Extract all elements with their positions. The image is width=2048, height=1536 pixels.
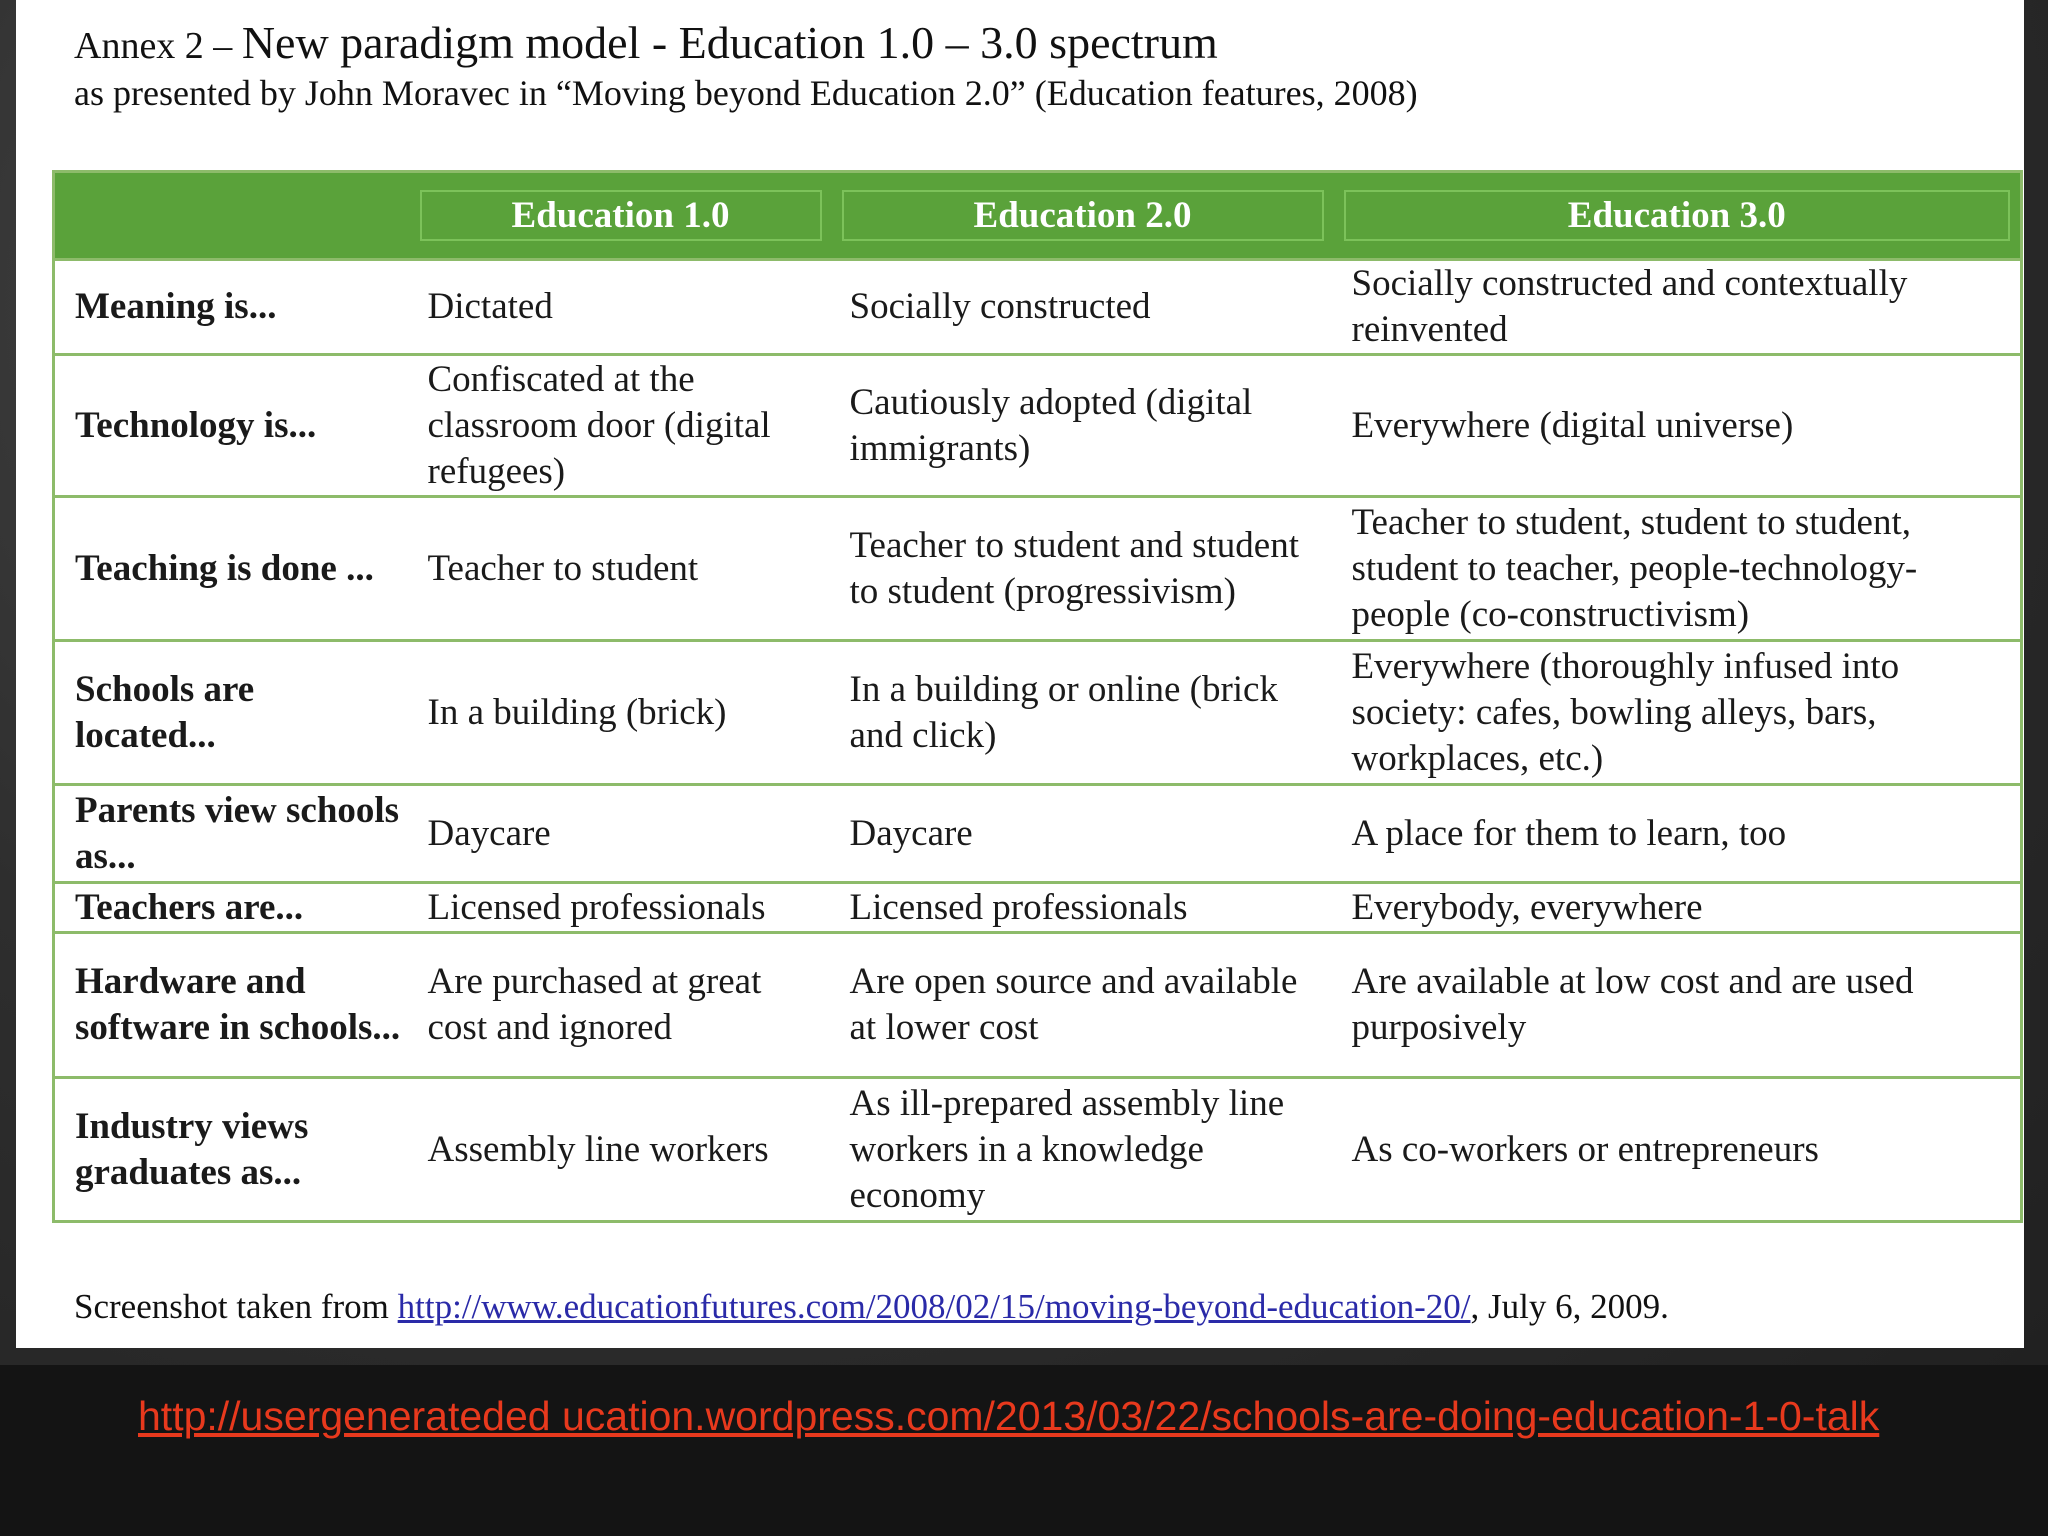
title-prefix: Annex 2 – <box>74 25 242 67</box>
source-caption <box>74 1287 1669 1327</box>
cell-education-1-0: Daycare <box>427 812 551 854</box>
table-row <box>54 497 2022 641</box>
table-row <box>54 785 2022 883</box>
header-education-3-0 <box>1334 172 2022 260</box>
cell-education-3-0: Socially constructed and contextually reinvented <box>1351 263 1908 350</box>
source-prefix: Screenshot taken from <box>74 1287 398 1326</box>
cell-education-2-0: Teacher to student and student to student (progressivism) <box>849 524 1299 612</box>
cell-education-2-0: Are open source and available at lower cost <box>849 961 1298 1048</box>
cell-education-3-0: Are available at low cost and are used purposively <box>1351 961 1914 1048</box>
cell-education-2-0: In a building or online (brick and click) <box>849 668 1278 756</box>
cell-education-2-0: Cautiously adopted (digital immigrants) <box>849 381 1253 469</box>
cell-education-1-0: Teacher to student <box>427 547 699 589</box>
footer-link[interactable]: http://usergenerateded ucation.wordpress.com/2013/03/22/schools-are-doing-education-1-0-talk <box>138 1393 1880 1439</box>
table-row <box>54 883 2022 933</box>
cell-education-2-0: As ill-prepared assembly line workers in a knowledge economy <box>849 1082 1285 1216</box>
table-row <box>54 641 2022 785</box>
table-row <box>54 1078 2022 1222</box>
cell-education-1-0: In a building (brick) <box>427 691 727 733</box>
cell-education-1-0: Confiscated at the classroom door (digital refugees) <box>427 358 771 492</box>
header-education-3-0-label: Education 3.0 <box>1344 190 2011 241</box>
cell-education-3-0: As co-workers or entrepreneurs <box>1351 1128 1819 1170</box>
cell-education-3-0: Teacher to student, student to student, student to teacher, people-technology-people (co-constructivism) <box>1351 501 1918 635</box>
cell-education-2-0: Daycare <box>849 812 973 854</box>
table-row <box>54 260 2022 355</box>
title-main: New paradigm model - Education 1.0 – 3.0 spectrum <box>241 17 1218 68</box>
cell-education-2-0: Licensed professionals <box>849 886 1188 928</box>
cell-education-1-0: Assembly line workers <box>427 1128 769 1170</box>
header-education-2-0 <box>832 172 1334 260</box>
cell-education-3-0: Everybody, everywhere <box>1351 886 1703 928</box>
page-title <box>74 16 1218 69</box>
header-empty <box>54 172 410 260</box>
slide-content <box>16 0 2024 1348</box>
cell-education-3-0: A place for them to learn, too <box>1351 812 1787 854</box>
cell-education-1-0: Dictated <box>427 286 553 327</box>
header-education-1-0 <box>410 172 832 260</box>
page-subtitle: as presented by John Moravec in “Moving beyond Education 2.0” (Education features, 2008) <box>74 73 1418 113</box>
table-row <box>54 933 2022 1078</box>
header-education-2-0-label: Education 2.0 <box>842 190 1324 241</box>
table-header-row <box>54 172 2022 260</box>
spectrum-table <box>52 170 2023 1223</box>
source-link[interactable]: http://www.educationfutures.com/2008/02/15/moving-beyond-education-20/ <box>397 1287 1471 1326</box>
row-label: Teaching is done ... <box>75 547 374 589</box>
header-education-1-0-label: Education 1.0 <box>420 190 822 241</box>
row-label: Parents view schools as... <box>75 789 400 877</box>
cell-education-3-0: Everywhere (digital universe) <box>1351 404 1794 446</box>
cell-education-1-0: Licensed professionals <box>427 886 766 928</box>
row-label: Teachers are... <box>75 886 304 928</box>
cell-education-3-0: Everywhere (thoroughly infused into society: cafes, bowling alleys, bars, workplaces, etc.) <box>1351 645 1900 779</box>
source-suffix: , July 6, 2009. <box>1470 1287 1669 1326</box>
row-label: Schools are located... <box>75 668 255 756</box>
bottom-band <box>0 1365 2048 1536</box>
cell-education-2-0: Socially constructed <box>849 286 1151 327</box>
table-row <box>54 355 2022 497</box>
row-label: Meaning is... <box>75 286 277 327</box>
row-label: Industry views graduates as... <box>75 1105 309 1193</box>
cell-education-1-0: Are purchased at great cost and ignored <box>427 961 762 1048</box>
row-label: Technology is... <box>75 404 317 446</box>
row-label: Hardware and software in schools... <box>75 961 401 1048</box>
